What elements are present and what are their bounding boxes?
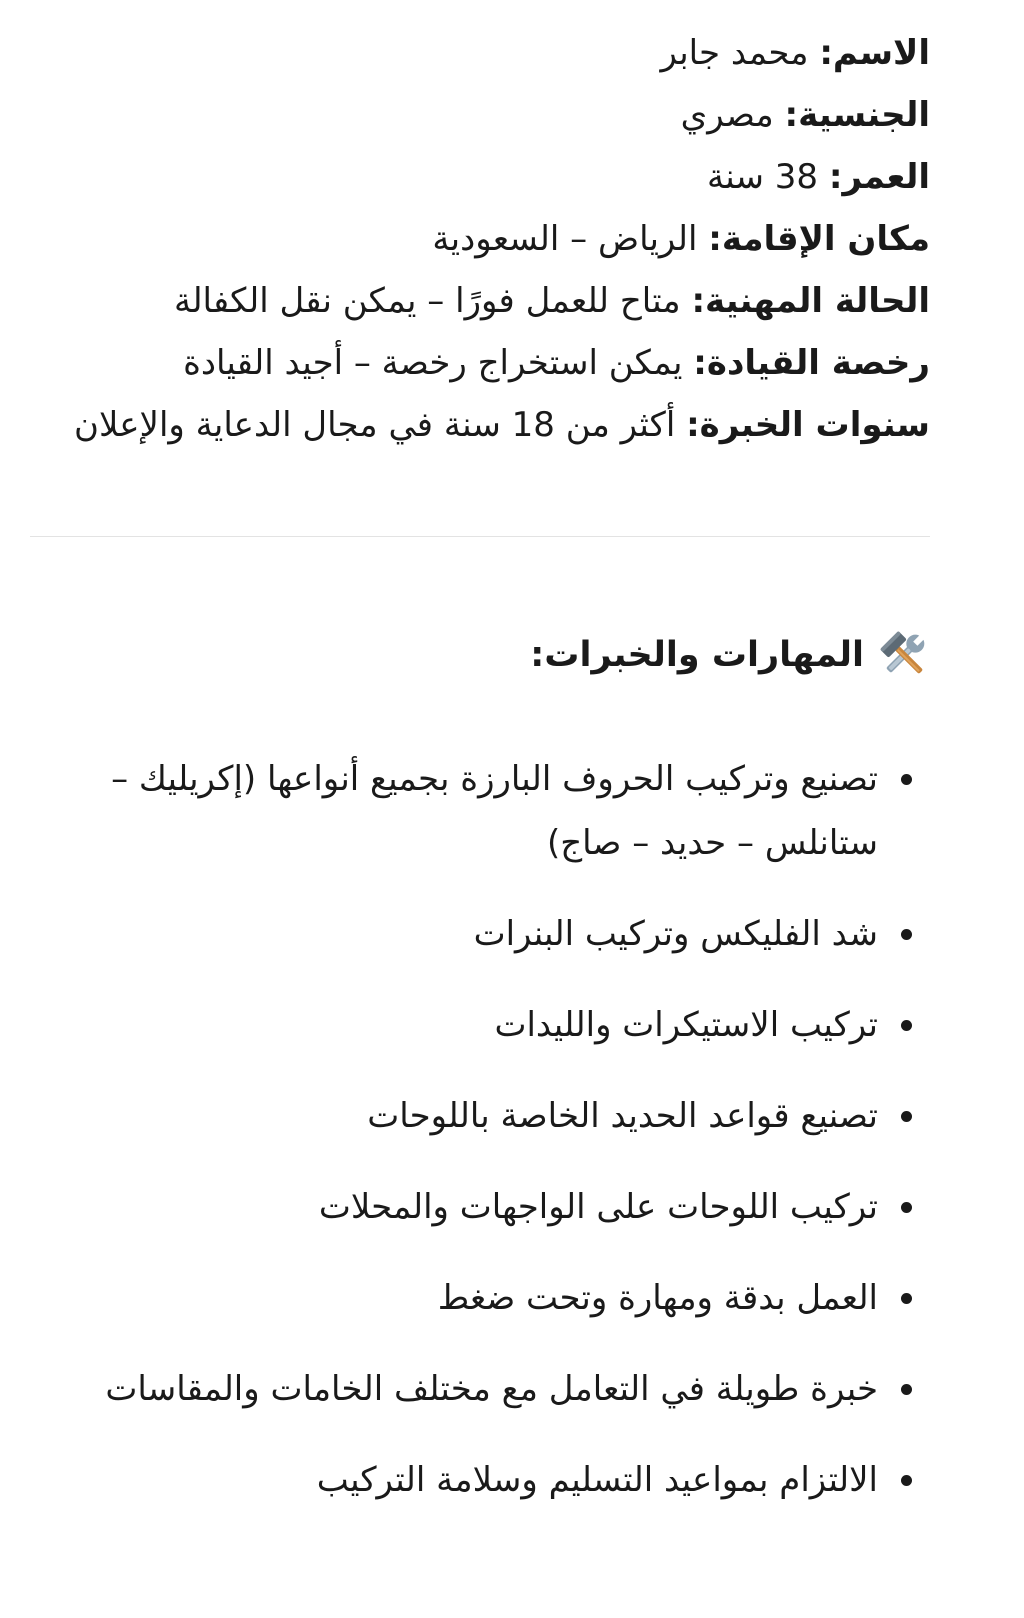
info-row-name xyxy=(40,22,930,84)
personal-info xyxy=(40,22,930,456)
skill-text: الالتزام بمواعيد التسليم وسلامة التركيب xyxy=(316,1460,878,1500)
skill-text: شد الفليكس وتركيب البنرات xyxy=(473,914,878,954)
list-item xyxy=(40,1175,930,1239)
info-value: أكثر من 18 سنة في مجال الدعاية والإعلان xyxy=(74,405,687,445)
info-label: الحالة المهنية: xyxy=(691,281,930,321)
bullet-icon xyxy=(901,1020,912,1031)
skills-heading xyxy=(40,629,930,681)
info-value: يمكن استخراج رخصة – أجيد القيادة xyxy=(183,343,694,383)
info-label: الاسم: xyxy=(819,33,930,73)
skill-text: العمل بدقة ومهارة وتحت ضغط xyxy=(437,1278,878,1318)
section-divider xyxy=(30,536,930,537)
info-value: 38 سنة xyxy=(706,157,829,197)
bullet-icon xyxy=(901,1111,912,1122)
hammer-and-wrench-icon xyxy=(878,629,930,681)
skills-list xyxy=(40,747,930,1512)
skill-text: تصنيع قواعد الحديد الخاصة باللوحات xyxy=(367,1096,878,1136)
skills-title: المهارات والخبرات: xyxy=(530,635,864,675)
list-item xyxy=(40,993,930,1057)
info-label: سنوات الخبرة: xyxy=(686,405,930,445)
skill-text: خبرة طويلة في التعامل مع مختلف الخامات والمقاسات xyxy=(105,1369,878,1409)
bullet-icon xyxy=(901,929,912,940)
info-value: الرياض – السعودية xyxy=(432,219,709,259)
info-label: رخصة القيادة: xyxy=(693,343,930,383)
list-item xyxy=(40,1448,930,1512)
skill-text: تركيب اللوحات على الواجهات والمحلات xyxy=(318,1187,878,1227)
info-value: محمد جابر xyxy=(660,33,820,73)
bullet-icon xyxy=(901,774,912,785)
info-label: مكان الإقامة: xyxy=(708,219,930,259)
list-item xyxy=(40,1084,930,1148)
info-label: الجنسية: xyxy=(784,95,930,135)
info-label: العمر: xyxy=(828,157,930,197)
info-row-experience-years xyxy=(40,394,930,456)
bullet-icon xyxy=(901,1384,912,1395)
skill-text: تصنيع وتركيب الحروف البارزة بجميع أنواعها (إكريليك – ستانلس – حديد – صاج) xyxy=(111,759,878,863)
skill-text: تركيب الاستيكرات والليدات xyxy=(494,1005,878,1045)
bullet-icon xyxy=(901,1293,912,1304)
info-row-employment-status xyxy=(40,270,930,332)
list-item xyxy=(40,1266,930,1330)
info-row-nationality xyxy=(40,84,930,146)
info-row-driving-license xyxy=(40,332,930,394)
bullet-icon xyxy=(901,1475,912,1486)
info-row-age xyxy=(40,146,930,208)
info-row-residence xyxy=(40,208,930,270)
info-value: مصري xyxy=(680,95,785,135)
list-item xyxy=(40,1357,930,1421)
bullet-icon xyxy=(901,1202,912,1213)
info-value: متاح للعمل فورًا – يمكن نقل الكفالة xyxy=(173,281,692,321)
list-item xyxy=(40,747,930,875)
list-item xyxy=(40,902,930,966)
